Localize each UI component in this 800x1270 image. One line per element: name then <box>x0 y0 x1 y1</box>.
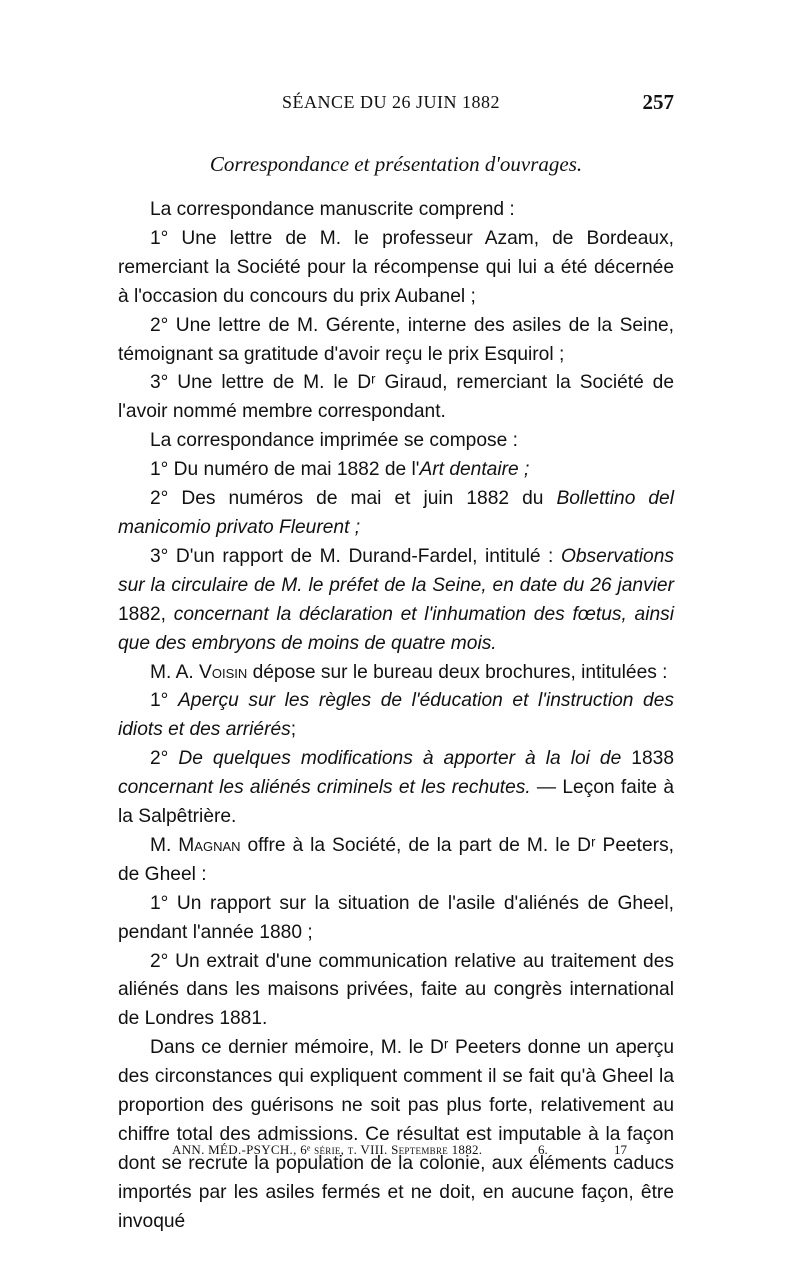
text-run: 2° Des numéros de mai et juin 1882 du <box>150 488 557 510</box>
text-run: offre à la Société, de la part de M. le Dʳ Peeters, de Gheel : <box>118 834 674 885</box>
text-run: M. A. <box>150 661 200 683</box>
text-run: 1838 <box>621 748 674 770</box>
body-text <box>118 196 674 1237</box>
paragraph: La correspondance manuscrite comprend : <box>150 199 515 220</box>
paragraph <box>118 456 674 485</box>
paragraph: 1° Une lettre de M. le professeur Azam, de Bordeaux, remerciant la Société pour la récompense qui lui a été décernée à l'occasion du concours du prix Aubanel ; <box>118 227 674 307</box>
page-footer <box>118 1138 674 1162</box>
journal-title: Bollettino del manicomio privato Fleurent ; <box>118 488 674 538</box>
paragraph <box>118 687 674 745</box>
running-title: SÉANCE DU 26 JUIN 1882 <box>282 92 500 112</box>
section-heading: Correspondance et présentation d'ouvrages. <box>209 152 583 176</box>
paragraph <box>118 745 674 832</box>
journal-title: Art dentaire ; <box>419 459 530 481</box>
text-run: 3° D'un rapport de M. Durand-Fardel, intitulé : <box>150 545 561 567</box>
paragraph <box>118 832 674 890</box>
paragraph: 3° Une lettre de M. le Dʳ Giraud, remerciant la Société de l'avoir nommé membre correspondant. <box>118 372 674 423</box>
text-run: ; <box>290 719 297 741</box>
footer-sheet-number: 17 <box>614 1142 627 1157</box>
document-page <box>118 0 674 1270</box>
text-run: dépose sur le bureau deux brochures, intitulées : <box>247 661 668 683</box>
text-run: 1° Du numéro de mai 1882 de l' <box>150 459 420 481</box>
text-run: 1882, <box>118 603 174 625</box>
footer-signature: 6. <box>538 1142 548 1157</box>
running-head <box>118 88 674 118</box>
paragraph <box>118 543 674 659</box>
paragraph: La correspondance imprimée se compose : <box>150 430 518 452</box>
paragraph <box>118 659 674 688</box>
paragraph: Dans ce dernier mémoire, M. le Dʳ Peeters donne un aperçu des circonstances qui expliquent comment il se fait qu'à Gheel la proportion des guérisons ne soit pas plus forte, relativement au chiffre total des admissions. Ce résultat est imputable à la façon dont se recrute la population de la colonie, aux éléments caducs importés par les asiles fermés et ne doit, en aucune façon, être invoqué <box>118 1037 674 1232</box>
work-title: concernant les aliénés criminels et les rechutes. <box>118 777 531 799</box>
author-name: Voisin <box>199 661 248 683</box>
work-title: Aperçu sur les règles de l'éducation et l'instruction des idiots et des arriérés <box>118 690 674 741</box>
text-run: — Leçon faite à la Salpêtrière. <box>118 777 674 828</box>
text-run: M. <box>150 834 179 856</box>
work-title: concernant la déclaration et l'inhumation des fœtus, ainsi que des embryons de moins de quatre mois. <box>118 603 674 654</box>
work-title: Observations sur la circulaire de M. le préfet de la Seine, en date du 26 janvier <box>118 545 674 596</box>
paragraph: 2° Un extrait d'une communication relative au traitement des aliénés dans les maisons privées, faite au congrès international de Londres 1881. <box>118 950 674 1030</box>
author-name: Magnan <box>178 834 241 856</box>
footer-journal: ANN. MÉD.-PSYCH., 6ᵉ série, t. VIII. Septembre 1882. <box>172 1142 483 1157</box>
paragraph: 1° Un rapport sur la situation de l'asile d'aliénés de Gheel, pendant l'année 1880 ; <box>118 892 674 943</box>
text-run: 2° <box>150 748 179 770</box>
paragraph <box>118 485 674 543</box>
work-title: De quelques modifications à apporter à la loi de <box>178 748 622 770</box>
paragraph: 2° Une lettre de M. Gérente, interne des asiles de la Seine, témoignant sa gratitude d'avoir reçu le prix Esquirol ; <box>118 314 674 365</box>
page-number: 257 <box>642 90 674 114</box>
text-run: 1° <box>150 690 178 712</box>
